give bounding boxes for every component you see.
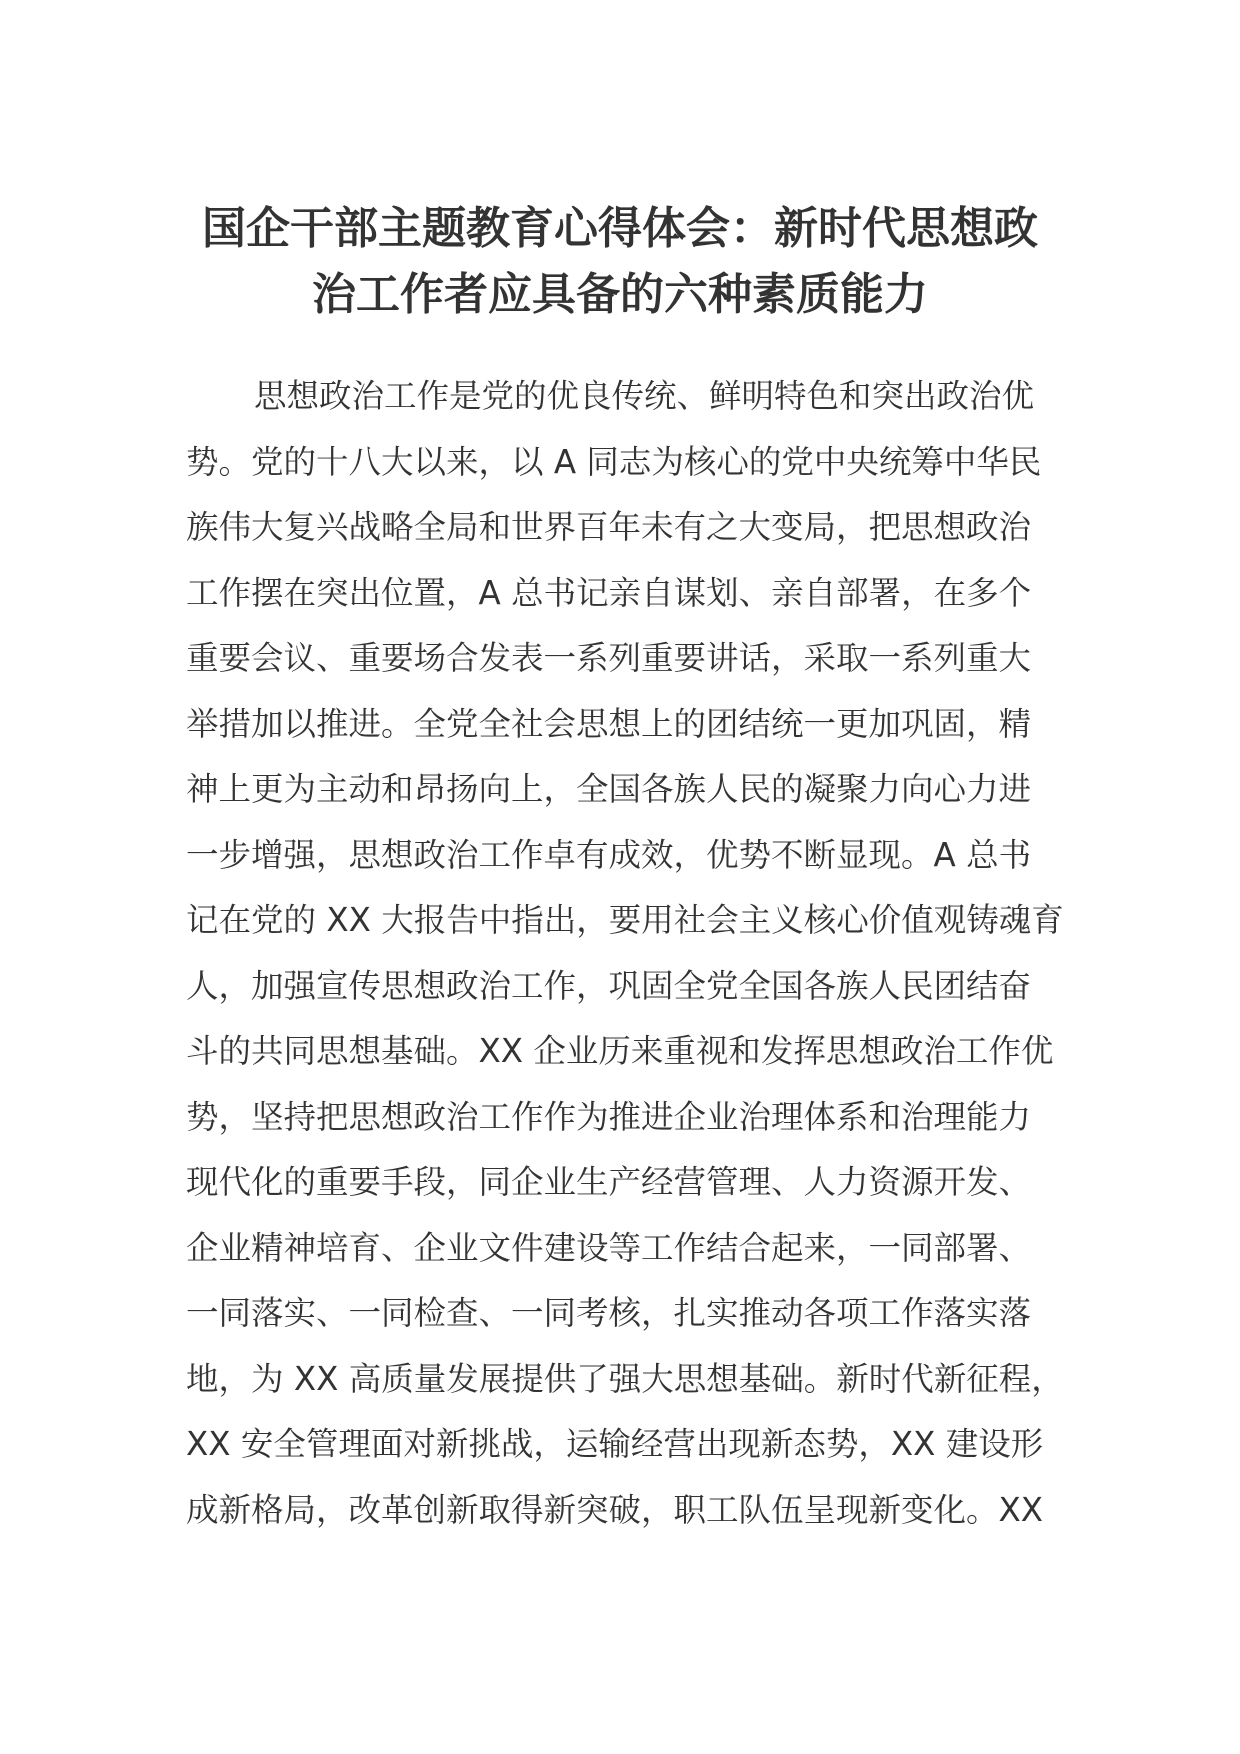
paragraph-line: 重要会议、重要场合发表一系列重要讲话，采取一系列重大: [186, 639, 1032, 677]
title-line: 治工作者应具备的六种素质能力: [312, 268, 928, 320]
title-line: 国企干部主题教育心得体会：新时代思想政: [202, 203, 1038, 254]
paragraph-line: 势。党的十八大以来，以 A 同志为核心的党中央统筹中华民: [186, 442, 1042, 481]
paragraph-line: 思想政治工作是党的优良传统、鲜明特色和突出政治优: [254, 377, 1035, 415]
paragraph-line: 地，为 XX 高质量发展提供了强大思想基础。新时代新征程，: [186, 1359, 1064, 1398]
paragraph-line: 举措加以推进。全党全社会思想上的团结统一更加巩固，精: [186, 704, 1032, 743]
document-title: [180, 196, 1060, 327]
paragraph-line: XX 安全管理面对新挑战，运输经营出现新态势，XX 建设形: [186, 1425, 1044, 1463]
paragraph-line: 现代化的重要手段，同企业生产经营管理、人力资源开发、: [186, 1163, 1032, 1201]
paragraph-line: 势，坚持把思想政治工作作为推进企业治理体系和治理能力: [186, 1097, 1032, 1136]
body-paragraph: [186, 364, 1064, 1543]
paragraph-line: 工作摆在突出位置，A 总书记亲自谋划、亲自部署，在多个: [186, 573, 1032, 612]
paragraph-line: 神上更为主动和昂扬向上，全国各族人民的凝聚力向心力进: [186, 770, 1032, 808]
paragraph-line: 人，加强宣传思想政治工作，巩固全党全国各族人民团结奋: [186, 966, 1032, 1005]
paragraph-line: 企业精神培育、企业文件建设等工作结合起来，一同部署、: [186, 1228, 1032, 1267]
paragraph-line: 斗的共同思想基础。XX 企业历来重视和发挥思想政治工作优: [186, 1032, 1054, 1070]
paragraph-line: 记在党的 XX 大报告中指出，要用社会主义核心价值观铸魂育: [186, 901, 1064, 939]
paragraph-line: 一步增强，思想政治工作卓有成效，优势不断显现。A 总书: [186, 835, 1032, 874]
paragraph-line: 成新格局，改革创新取得新突破，职工队伍呈现新变化。XX: [186, 1490, 1044, 1529]
paragraph-line: 族伟大复兴战略全局和世界百年未有之大变局，把思想政治: [186, 508, 1032, 546]
paragraph-line: 一同落实、一同检查、一同考核，扎实推动各项工作落实落: [186, 1294, 1032, 1332]
